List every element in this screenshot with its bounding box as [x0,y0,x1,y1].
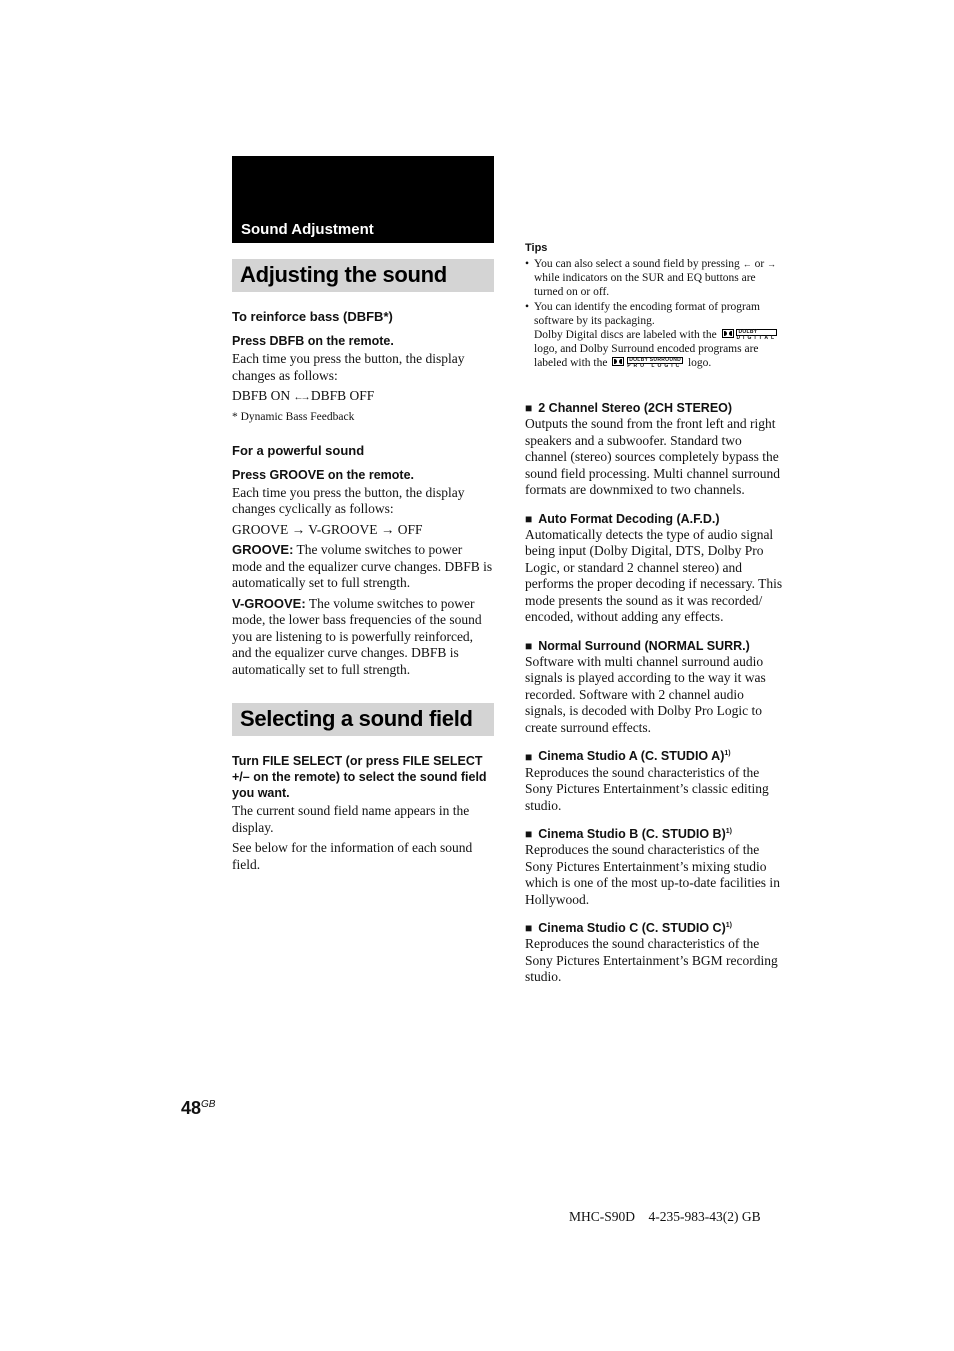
section-label: Sound Adjustment [241,221,374,238]
field-desc: Reproduces the sound characteristics of the Sony Pictures Entertainment’s classic editing studio. [525,764,769,813]
dolby-surround-logo: DOLBY SURROUND PRO LOGIC [612,357,683,369]
bass-footnote: * Dynamic Bass Feedback [232,410,355,423]
square-bullet-icon: ■ [525,511,533,526]
vgroove-text: The volume switches to power mode, the lower bass frequencies of the sound you are listening to is powerfully reinforced, and the equalizer curve changes. DBFB is automatically set to full strength. [232,595,482,677]
field-desc: Outputs the sound from the front left and right speakers and a subwoofer. Standard two channel (stereo) sources completely bypass the sound field processing. Multi channel surround formats are downmixed to two channels. [525,416,780,498]
arrow-left-icon: ← [742,259,752,269]
page-number: $48^{GB}$ [181,1098,216,1118]
field-item [525,509,787,626]
square-bullet-icon: ■ [525,401,533,416]
field-desc: Reproduces the sound characteristics of the Sony Pictures Entertainment’s mixing studio which is one of the most up-to-date facilities in Hollywood. [525,842,780,907]
tip-1: • You can also select a sound field by pressing ← or → while indicators on the SUR and EQ buttons are turned on or off. [525,258,777,298]
vgroove-paragraph [232,596,494,679]
field-title: ■ 2 Channel Stereo (2CH STEREO) [525,401,733,416]
dolby-double-d-icon [722,329,734,338]
field-title: ■ Cinema Studio B (C. STUDIO B)$^{1)}$ [525,827,732,842]
arrow-right-icon: → [380,521,395,537]
model-code: MHC-S90D 4-235-983-43(2) GB [569,1209,761,1224]
bass-desc: Each time you press the button, the display changes as follows: [232,351,465,383]
field-title: ■ Auto Format Decoding (A.F.D.) [525,511,720,526]
tip-2-logos: Dolby Digital discs are labeled with the DOLBY DIGITAL logo, and Dolby Surround encoded programs are labeled with the DOLBY SURROUND PRO LOGIC logo. [534,329,778,370]
powerful-desc: Each time you press the button, the display changes cyclically as follows: [232,484,465,516]
field-item [525,636,787,737]
double-arrow-icon: ←→ [293,392,308,403]
groove-label: GROOVE: [232,542,294,557]
field-item [525,918,787,986]
groove-sequence [232,522,494,539]
right-column [525,242,787,986]
dolby-double-d-icon [612,357,624,366]
sound-field-list [525,398,787,986]
powerful-title: For a powerful sound [232,442,365,458]
tip-2: • You can identify the encoding format of program software by its packaging. [525,301,760,327]
powerful-step: Press GROOVE on the remote. [232,467,414,482]
field-title: ■ Normal Surround (NORMAL SURR.) [525,638,750,653]
seq-dbfb-on: DBFB ON [232,388,291,403]
adjusting-heading-bar [232,259,494,292]
field-item [525,746,787,814]
square-bullet-icon: ■ [525,638,533,653]
dolby-digital-logo: DOLBY DIGITAL [722,329,778,341]
groove-text: The volume switches to power mode and the equalizer curve changes. DBFB is automatically set to full strength. [232,542,493,590]
field-desc: Reproduces the sound characteristics of the Sony Pictures Entertainment’s BGM recording studio. [525,936,778,985]
arrow-right-icon: → [767,259,777,269]
selecting-p2: See below for the information of each sound field. [232,840,473,872]
field-item [525,824,787,908]
bass-step: Press DBFB on the remote. [232,334,394,348]
selecting-heading-bar [232,703,494,736]
tips-title: Tips [525,242,548,254]
arrow-right-icon: → [291,521,306,537]
adjusting-heading: Adjusting the sound [240,262,447,287]
bass-sequence [232,388,494,407]
field-title: ■ Cinema Studio C (C. STUDIO C)$^{1)}$ [525,921,732,936]
left-column [232,156,494,873]
vgroove-label: V-GROOVE: [232,595,306,611]
groove-paragraph [232,542,494,592]
bass-title: To reinforce bass (DBFB*) [232,309,393,324]
selecting-heading: Selecting a sound field [240,706,473,731]
page-suffix: GB [201,1099,216,1110]
selecting-p1: The current sound field name appears in the display. [232,803,470,835]
square-bullet-icon: ■ [525,749,533,764]
square-bullet-icon: ■ [525,921,533,936]
seq-off: OFF [397,521,423,537]
square-bullet-icon: ■ [525,827,533,842]
selecting-step: Turn FILE SELECT (or press FILE SELECT +/– on the remote) to select the sound field you want. [232,754,487,800]
field-desc: Automatically detects the type of audio signal being input (Dolby Digital, DTS, Dolby Pro Logic, or standard 2 channel stereo) and performs the proper decoding if necessary. This mode presents the sound as it was recorded/ encoded, without adding any effects. [525,526,783,625]
seq-v-groove: V-GROOVE [308,521,378,537]
field-desc: Software with multi channel surround audio signals is played according to the way it was recorded. Software with 2 channel audio signals, is decoded with Dolby Pro Logic to create surround effects. [525,653,766,735]
section-banner [232,156,494,243]
seq-dbfb-off: DBFB OFF [310,388,375,403]
field-item [525,398,787,499]
seq-groove: GROOVE [232,521,289,537]
field-title: ■ Cinema Studio A (C. STUDIO A)$^{1)}$ [525,749,731,764]
